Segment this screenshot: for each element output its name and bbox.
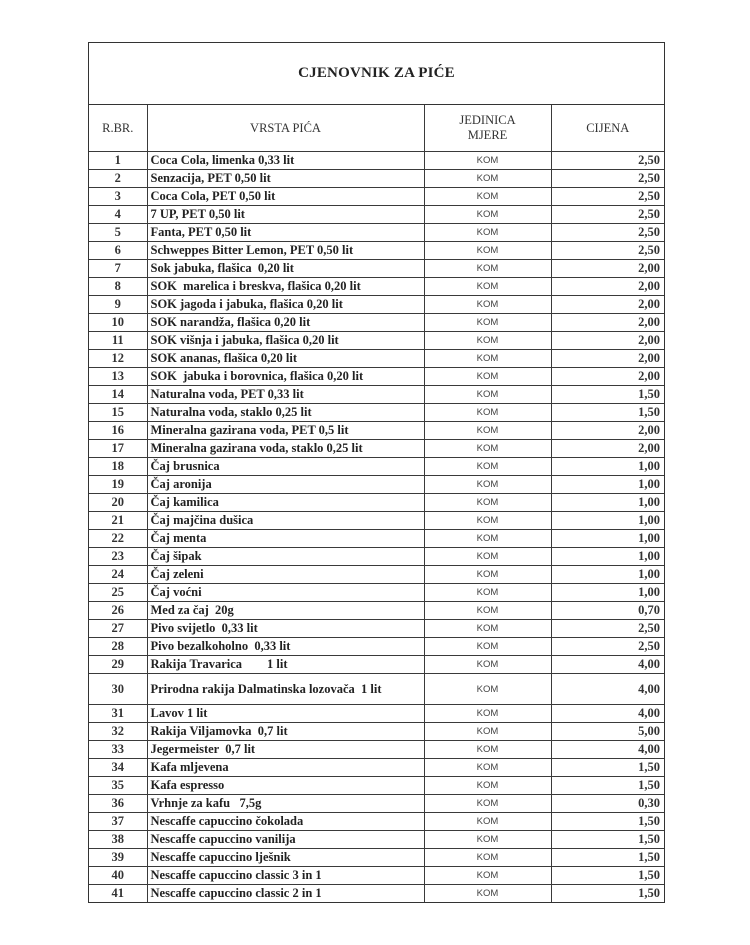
row-number: 10	[89, 314, 147, 332]
price-value: 1,00	[551, 566, 664, 584]
row-number: 38	[89, 831, 147, 849]
price-value: 4,00	[551, 705, 664, 723]
row-number: 21	[89, 512, 147, 530]
drink-name: Kafa espresso	[147, 777, 424, 795]
price-value: 1,50	[551, 759, 664, 777]
row-number: 19	[89, 476, 147, 494]
unit-of-measure: KOM	[424, 296, 551, 314]
drink-name: Fanta, PET 0,50 lit	[147, 224, 424, 242]
row-number: 40	[89, 867, 147, 885]
drink-name: Naturalna voda, PET 0,33 lit	[147, 386, 424, 404]
row-number: 25	[89, 584, 147, 602]
drink-name: Coca Cola, PET 0,50 lit	[147, 188, 424, 206]
price-value: 2,00	[551, 314, 664, 332]
drink-name: Coca Cola, limenka 0,33 lit	[147, 152, 424, 170]
drink-name: Mineralna gazirana voda, PET 0,5 lit	[147, 422, 424, 440]
drink-name: Čaj voćni	[147, 584, 424, 602]
unit-of-measure: KOM	[424, 584, 551, 602]
row-number: 31	[89, 705, 147, 723]
row-number: 3	[89, 188, 147, 206]
row-number: 36	[89, 795, 147, 813]
unit-of-measure: KOM	[424, 530, 551, 548]
table-row	[89, 404, 664, 422]
table-row	[89, 759, 664, 777]
unit-of-measure: KOM	[424, 867, 551, 885]
drink-name: Jegermeister 0,7 lit	[147, 741, 424, 759]
row-number: 20	[89, 494, 147, 512]
table-row	[89, 813, 664, 831]
header-unit	[424, 105, 551, 152]
unit-of-measure: KOM	[424, 350, 551, 368]
row-number: 37	[89, 813, 147, 831]
price-value: 2,50	[551, 242, 664, 260]
drink-name: Pivo svijetlo 0,33 lit	[147, 620, 424, 638]
row-number: 24	[89, 566, 147, 584]
row-number: 41	[89, 885, 147, 903]
table-row	[89, 368, 664, 386]
row-number: 14	[89, 386, 147, 404]
price-value: 1,50	[551, 386, 664, 404]
row-number: 32	[89, 723, 147, 741]
price-value: 1,50	[551, 813, 664, 831]
table-row	[89, 723, 664, 741]
row-number: 13	[89, 368, 147, 386]
row-number: 16	[89, 422, 147, 440]
drink-name: Mineralna gazirana voda, staklo 0,25 lit	[147, 440, 424, 458]
price-value: 1,00	[551, 548, 664, 566]
drink-name: Nescaffe capuccino lješnik	[147, 849, 424, 867]
price-list-document	[88, 42, 665, 903]
table-row	[89, 422, 664, 440]
price-value: 2,00	[551, 440, 664, 458]
price-value: 4,00	[551, 674, 664, 705]
price-value: 2,00	[551, 278, 664, 296]
table-row	[89, 512, 664, 530]
price-value: 2,00	[551, 296, 664, 314]
row-number: 2	[89, 170, 147, 188]
price-value: 1,00	[551, 458, 664, 476]
table-row	[89, 296, 664, 314]
row-number: 17	[89, 440, 147, 458]
table-row	[89, 656, 664, 674]
row-number: 5	[89, 224, 147, 242]
table-row	[89, 476, 664, 494]
row-number: 23	[89, 548, 147, 566]
document-title: CJENOVNIK ZA PIĆE	[89, 43, 664, 105]
price-value: 2,00	[551, 260, 664, 278]
table-row	[89, 350, 664, 368]
table-row	[89, 548, 664, 566]
table-row	[89, 170, 664, 188]
drink-name: Naturalna voda, staklo 0,25 lit	[147, 404, 424, 422]
row-number: 11	[89, 332, 147, 350]
drink-name: Med za čaj 20g	[147, 602, 424, 620]
drink-name: SOK marelica i breskva, flašica 0,20 lit	[147, 278, 424, 296]
drink-name: Čaj kamilica	[147, 494, 424, 512]
unit-of-measure: KOM	[424, 188, 551, 206]
drink-name: Rakija Viljamovka 0,7 lit	[147, 723, 424, 741]
unit-of-measure: KOM	[424, 368, 551, 386]
row-number: 15	[89, 404, 147, 422]
row-number: 22	[89, 530, 147, 548]
price-value: 1,50	[551, 867, 664, 885]
table-row	[89, 530, 664, 548]
row-number: 18	[89, 458, 147, 476]
row-number: 35	[89, 777, 147, 795]
price-value: 1,50	[551, 831, 664, 849]
drink-name: Sok jabuka, flašica 0,20 lit	[147, 260, 424, 278]
unit-of-measure: KOM	[424, 705, 551, 723]
row-number: 34	[89, 759, 147, 777]
price-value: 1,00	[551, 476, 664, 494]
unit-of-measure: KOM	[424, 512, 551, 530]
unit-of-measure: KOM	[424, 476, 551, 494]
price-value: 2,50	[551, 620, 664, 638]
price-value: 2,50	[551, 224, 664, 242]
unit-of-measure: KOM	[424, 849, 551, 867]
drink-name: Čaj aronija	[147, 476, 424, 494]
header-rbr: R.BR.	[89, 105, 147, 152]
price-value: 1,00	[551, 530, 664, 548]
table-row	[89, 867, 664, 885]
table-row	[89, 849, 664, 867]
unit-of-measure: KOM	[424, 723, 551, 741]
table-row	[89, 638, 664, 656]
row-number: 29	[89, 656, 147, 674]
drink-name: SOK ananas, flašica 0,20 lit	[147, 350, 424, 368]
drink-name: 7 UP, PET 0,50 lit	[147, 206, 424, 224]
unit-of-measure: KOM	[424, 620, 551, 638]
table-row	[89, 795, 664, 813]
drink-name: Kafa mljevena	[147, 759, 424, 777]
table-row	[89, 224, 664, 242]
table-header-row	[89, 105, 664, 152]
unit-of-measure: KOM	[424, 242, 551, 260]
unit-of-measure: KOM	[424, 566, 551, 584]
unit-of-measure: KOM	[424, 638, 551, 656]
unit-of-measure: KOM	[424, 404, 551, 422]
table-row	[89, 584, 664, 602]
unit-of-measure: KOM	[424, 278, 551, 296]
header-price: CIJENA	[551, 105, 664, 152]
table-row	[89, 620, 664, 638]
table-row	[89, 440, 664, 458]
table-row	[89, 741, 664, 759]
price-value: 2,00	[551, 332, 664, 350]
table-row	[89, 494, 664, 512]
table-row	[89, 188, 664, 206]
unit-of-measure: KOM	[424, 674, 551, 705]
price-value: 1,00	[551, 494, 664, 512]
unit-of-measure: KOM	[424, 741, 551, 759]
row-number: 6	[89, 242, 147, 260]
price-value: 2,00	[551, 368, 664, 386]
unit-of-measure: KOM	[424, 422, 551, 440]
row-number: 30	[89, 674, 147, 705]
drink-name: SOK narandža, flašica 0,20 lit	[147, 314, 424, 332]
price-value: 1,50	[551, 885, 664, 903]
drink-name: SOK višnja i jabuka, flašica 0,20 lit	[147, 332, 424, 350]
drink-name: Čaj šipak	[147, 548, 424, 566]
table-row	[89, 458, 664, 476]
price-value: 0,70	[551, 602, 664, 620]
row-number: 9	[89, 296, 147, 314]
table-row	[89, 602, 664, 620]
unit-of-measure: KOM	[424, 332, 551, 350]
table-row	[89, 777, 664, 795]
row-number: 12	[89, 350, 147, 368]
drink-name: SOK jagoda i jabuka, flašica 0,20 lit	[147, 296, 424, 314]
unit-of-measure: KOM	[424, 224, 551, 242]
unit-of-measure: KOM	[424, 440, 551, 458]
row-number: 4	[89, 206, 147, 224]
price-value: 0,30	[551, 795, 664, 813]
table-row	[89, 885, 664, 903]
drink-name: Lavov 1 lit	[147, 705, 424, 723]
table-row	[89, 206, 664, 224]
drink-name: Nescaffe capuccino classic 3 in 1	[147, 867, 424, 885]
unit-of-measure: KOM	[424, 656, 551, 674]
price-value: 1,00	[551, 512, 664, 530]
unit-of-measure: KOM	[424, 314, 551, 332]
unit-of-measure: KOM	[424, 494, 551, 512]
table-row	[89, 242, 664, 260]
table-row	[89, 566, 664, 584]
price-value: 1,50	[551, 404, 664, 422]
table-row	[89, 314, 664, 332]
price-value: 2,00	[551, 422, 664, 440]
row-number: 8	[89, 278, 147, 296]
price-value: 2,50	[551, 188, 664, 206]
price-value: 2,50	[551, 206, 664, 224]
unit-of-measure: KOM	[424, 813, 551, 831]
drink-name: Čaj brusnica	[147, 458, 424, 476]
drink-name: Nescaffe capuccino vanilija	[147, 831, 424, 849]
header-unit-line2: MJERE	[467, 128, 508, 142]
drink-name: Schweppes Bitter Lemon, PET 0,50 lit	[147, 242, 424, 260]
drink-name: Rakija Travarica 1 lit	[147, 656, 424, 674]
row-number: 1	[89, 152, 147, 170]
drink-name: Vrhnje za kafu 7,5g	[147, 795, 424, 813]
price-table	[89, 105, 664, 902]
row-number: 26	[89, 602, 147, 620]
row-number: 7	[89, 260, 147, 278]
price-value: 2,50	[551, 152, 664, 170]
table-row	[89, 332, 664, 350]
unit-of-measure: KOM	[424, 458, 551, 476]
table-row	[89, 831, 664, 849]
table-row	[89, 152, 664, 170]
table-row	[89, 386, 664, 404]
drink-name: Čaj majčina dušica	[147, 512, 424, 530]
price-value: 2,50	[551, 170, 664, 188]
drink-name: Čaj zeleni	[147, 566, 424, 584]
unit-of-measure: KOM	[424, 885, 551, 903]
table-row	[89, 705, 664, 723]
unit-of-measure: KOM	[424, 386, 551, 404]
drink-name: Nescaffe capuccino čokolada	[147, 813, 424, 831]
table-row	[89, 260, 664, 278]
row-number: 39	[89, 849, 147, 867]
price-value: 2,50	[551, 638, 664, 656]
header-unit-line1: JEDINICA	[459, 113, 516, 127]
unit-of-measure: KOM	[424, 759, 551, 777]
unit-of-measure: KOM	[424, 206, 551, 224]
drink-name: Čaj menta	[147, 530, 424, 548]
unit-of-measure: KOM	[424, 170, 551, 188]
price-value: 5,00	[551, 723, 664, 741]
row-number: 28	[89, 638, 147, 656]
drink-name: Senzacija, PET 0,50 lit	[147, 170, 424, 188]
row-number: 27	[89, 620, 147, 638]
unit-of-measure: KOM	[424, 260, 551, 278]
price-value: 2,00	[551, 350, 664, 368]
price-value: 4,00	[551, 741, 664, 759]
price-value: 1,00	[551, 584, 664, 602]
drink-name: Nescaffe capuccino classic 2 in 1	[147, 885, 424, 903]
drink-name: Prirodna rakija Dalmatinska lozovača 1 lit	[147, 674, 424, 705]
drink-name: Pivo bezalkoholno 0,33 lit	[147, 638, 424, 656]
price-value: 1,50	[551, 849, 664, 867]
unit-of-measure: KOM	[424, 602, 551, 620]
unit-of-measure: KOM	[424, 152, 551, 170]
price-value: 1,50	[551, 777, 664, 795]
row-number: 33	[89, 741, 147, 759]
header-drink-type: VRSTA PIĆA	[147, 105, 424, 152]
unit-of-measure: KOM	[424, 795, 551, 813]
drink-name: SOK jabuka i borovnica, flašica 0,20 lit	[147, 368, 424, 386]
unit-of-measure: KOM	[424, 831, 551, 849]
price-value: 4,00	[551, 656, 664, 674]
unit-of-measure: KOM	[424, 548, 551, 566]
unit-of-measure: KOM	[424, 777, 551, 795]
table-row	[89, 278, 664, 296]
table-row	[89, 674, 664, 705]
